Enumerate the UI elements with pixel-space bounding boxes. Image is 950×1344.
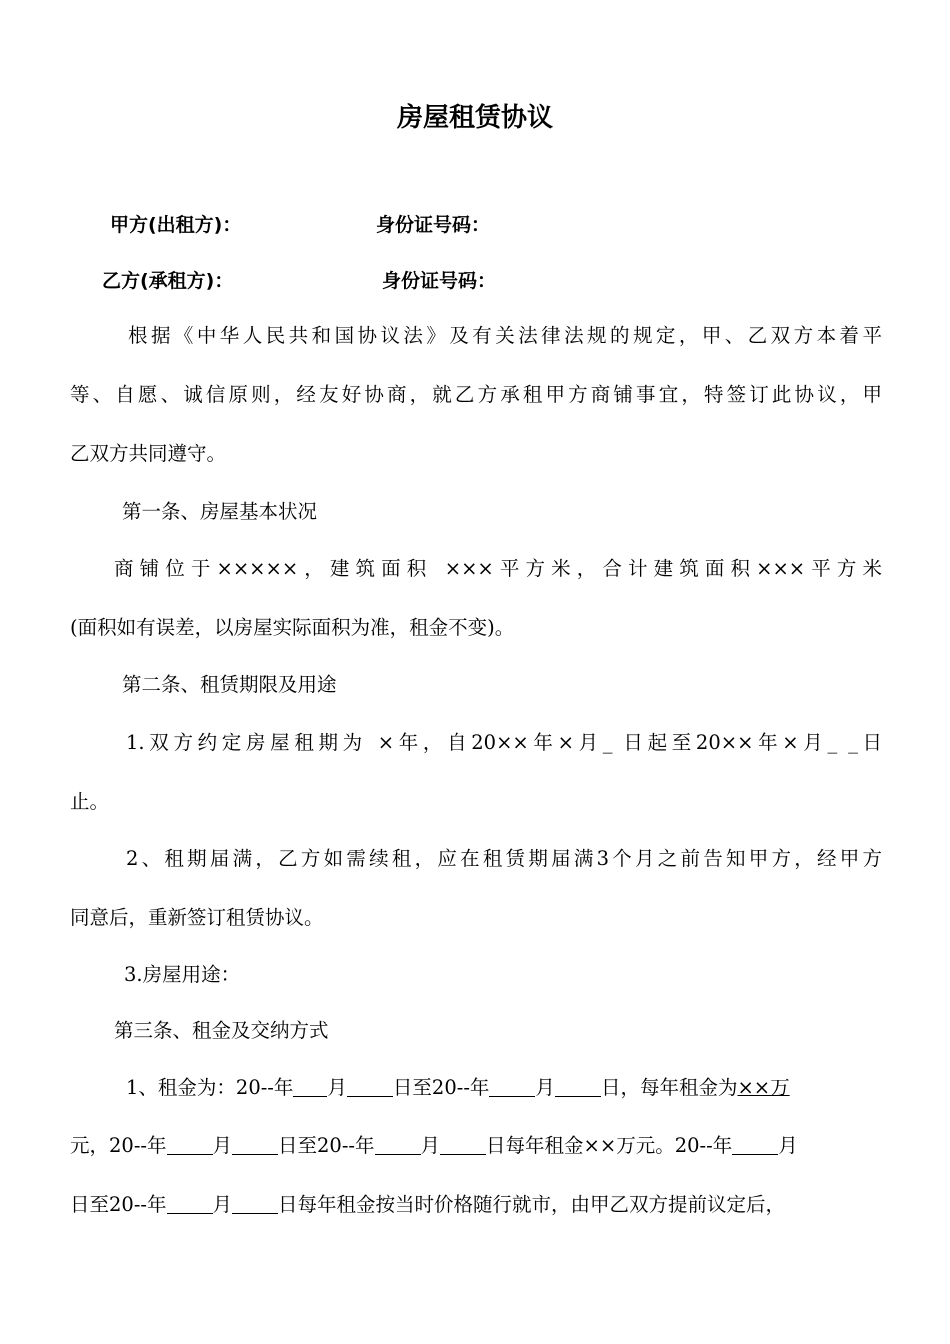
blank-month: [167, 1134, 213, 1155]
blank-month: [489, 1076, 535, 1097]
blank-day: [232, 1193, 278, 1214]
article-2-heading: 第二条、租赁期限及用途: [122, 673, 337, 696]
rent-line-3-c: 日每年租金按当时价格随行就市，由甲乙双方提前议定后，: [278, 1193, 786, 1216]
rent-line-1-a: 1、租金为：20--年: [126, 1076, 294, 1099]
rent-line-2: [70, 1131, 890, 1161]
rent-line-2-c: 日至20--年: [278, 1134, 375, 1157]
blank-day: [232, 1134, 278, 1155]
article-2-item-1-line-1: 1.双方约定房屋租期为 ×年，自20××年×月_ 日起至20××年×月_ _日: [126, 731, 882, 754]
rent-line-1: [126, 1073, 886, 1103]
article-1-line-1: 商铺位于×××××，建筑面积 ×××平方米，合计建筑面积×××平方米: [114, 557, 882, 580]
rent-line-2-b: 月: [212, 1134, 233, 1157]
document-title: 房屋租赁协议: [396, 103, 553, 133]
blank-month: [375, 1134, 421, 1155]
preamble-line-3: 乙双方共同遵守。: [70, 442, 227, 465]
rent-line-3: [70, 1190, 890, 1220]
rent-line-2-e: 日每年租金××万元。20--年: [486, 1134, 733, 1157]
article-2-item-2-line-2: 同意后，重新签订租赁协议。: [70, 906, 324, 929]
article-2-item-1-line-2: 止。: [70, 790, 110, 813]
rent-line-3-a: 日至20--年: [70, 1193, 167, 1216]
preamble-line-1: 根据《中华人民共和国协议法》及有关法律法规的规定，甲、乙双方本着平: [128, 324, 882, 347]
blank-month: [732, 1134, 778, 1155]
party-a-id-label: 身份证号码：: [376, 214, 491, 236]
rent-line-1-e: 日，每年租金为: [600, 1076, 738, 1099]
blank-month: [293, 1076, 327, 1097]
rent-line-2-d: 月: [420, 1134, 441, 1157]
article-1-line-2: (面积如有误差，以房屋实际面积为准，租金不变)。: [70, 616, 515, 639]
blank-day: [347, 1076, 393, 1097]
rent-line-2-f: 月: [778, 1134, 798, 1157]
article-3-heading: 第三条、租金及交纳方式: [114, 1019, 329, 1042]
party-b-label: 乙方(承租方)：: [102, 270, 234, 292]
blank-day: [555, 1076, 601, 1097]
rent-line-2-a: 元，20--年: [70, 1134, 167, 1157]
blank-month: [167, 1193, 213, 1214]
article-1-heading: 第一条、房屋基本状况: [122, 500, 318, 523]
article-2-item-2-line-1: 2、租期届满，乙方如需续租，应在租赁期届满3个月之前告知甲方，经甲方: [126, 847, 882, 870]
preamble-line-2: 等、自愿、诚信原则，经友好协商，就乙方承租甲方商铺事宜，特签订此协议，甲: [70, 383, 882, 406]
rent-line-3-b: 月: [212, 1193, 233, 1216]
party-b-id-label: 身份证号码：: [382, 270, 497, 292]
rent-line-1-c: 日至20--年: [392, 1076, 490, 1099]
blank-day: [440, 1134, 486, 1155]
party-a-label: 甲方(出租方)：: [110, 214, 242, 236]
rent-line-1-d: 月: [535, 1076, 555, 1099]
rent-line-1-b: 月: [327, 1076, 347, 1099]
rent-amount-underlined: ××万: [737, 1076, 790, 1099]
article-2-item-3: 3.房屋用途：: [124, 963, 241, 986]
